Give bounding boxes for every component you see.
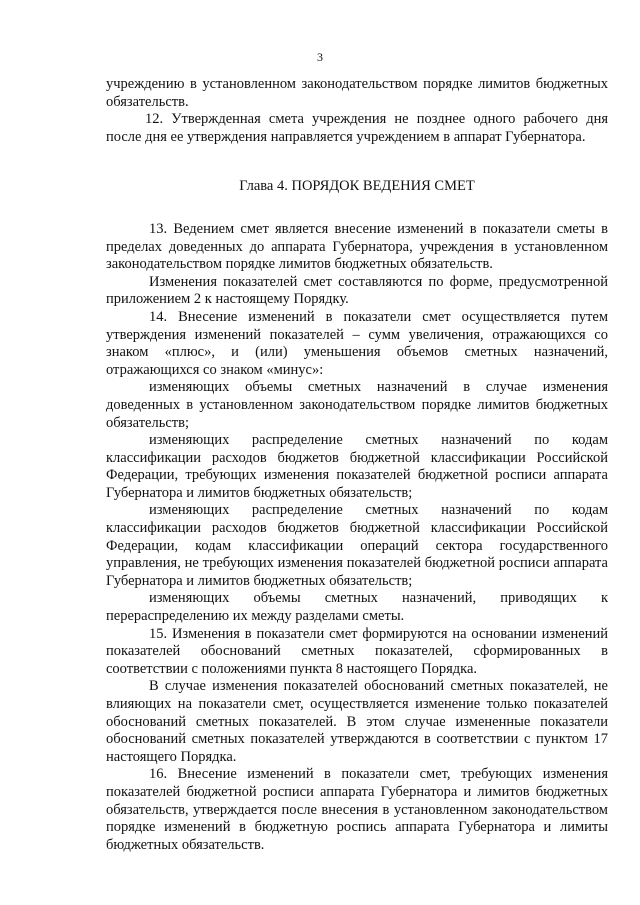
paragraph-13: 13. Ведением смет является внесение изменений в показатели сметы в пределах доведенных до аппарата Губернатора, учреждения в установленном законодательством порядке лимитов бюджетных обязательств. <box>106 220 608 273</box>
list-item-volume-change: изменяющих объемы сметных назначений в случае изменения доведенных в установленном законодательством порядке лимитов бюджетных обязательств; <box>106 379 608 431</box>
page-number: 3 <box>317 50 323 64</box>
paragraph-continuation: учреждению в установленном законодательством порядке лимитов бюджетных обязательств. <box>106 76 608 110</box>
list-item-distribution-change: изменяющих распределение сметных назначений по кодам классификации расходов бюджетов бюджетной классификации Российской Федерации, требующих изменения показателей бюджетной росписи аппарата Губернатора и лимитов бюджетных обязательств; <box>106 432 608 501</box>
list-item-distribution-no-change: изменяющих распределение сметных назначений по кодам классификации расходов бюджетов бюджетной классификации Российской Федерации, кодам классификации операций сектора государственного управления, не требующих изменения показателей бюджетной росписи аппарата Губернатора и лимитов бюджетных обязательств; <box>106 502 608 589</box>
chapter-title: Глава 4. ПОРЯДОК ВЕДЕНИЯ СМЕТ <box>239 178 475 195</box>
paragraph-15-case: В случае изменения показателей обоснований сметных показателей, не влияющих на показатели смет, осуществляется изменение только показателей обоснований сметных показателей. В этом случае измененные показатели обоснований сметных показателей утверждаются в соответствии с пунктом 17 настоящего Порядка. <box>106 678 608 765</box>
document-body <box>106 76 608 854</box>
paragraph-12: 12. Утвержденная смета учреждения не позднее одного рабочего дня после дня ее утверждения направляется учреждением в аппарат Губернатора. <box>106 111 608 145</box>
paragraph-13-form: Изменения показателей смет составляются по форме, предусмотренной приложением 2 к настоящему Порядку. <box>106 273 608 308</box>
paragraph-16: 16. Внесение изменений в показатели смет, требующих изменения показателей бюджетной росписи аппарата Губернатора и лимитов бюджетных обязательств, утверждается после внесения в установленном законодательством порядке изменений в бюджетную роспись аппарата Губернатора и лимиты бюджетных обязательств. <box>106 766 608 853</box>
paragraph-14: 14. Внесение изменений в показатели смет осуществляется путем утверждения изменений показателей – сумм увеличения, отражающихся со знаком «плюс», и (или) уменьшения объемов сметных назначений, отражающихся со знаком «минус»: <box>106 308 608 378</box>
paragraph-15: 15. Изменения в показатели смет формируются на основании изменений показателей обоснований сметных показателей, сформированных в соответствии с положениями пункта 8 настоящего Порядка. <box>106 625 608 677</box>
list-item-redistribution: изменяющих объемы сметных назначений, приводящих к перераспределению их между разделами сметы. <box>106 590 608 625</box>
